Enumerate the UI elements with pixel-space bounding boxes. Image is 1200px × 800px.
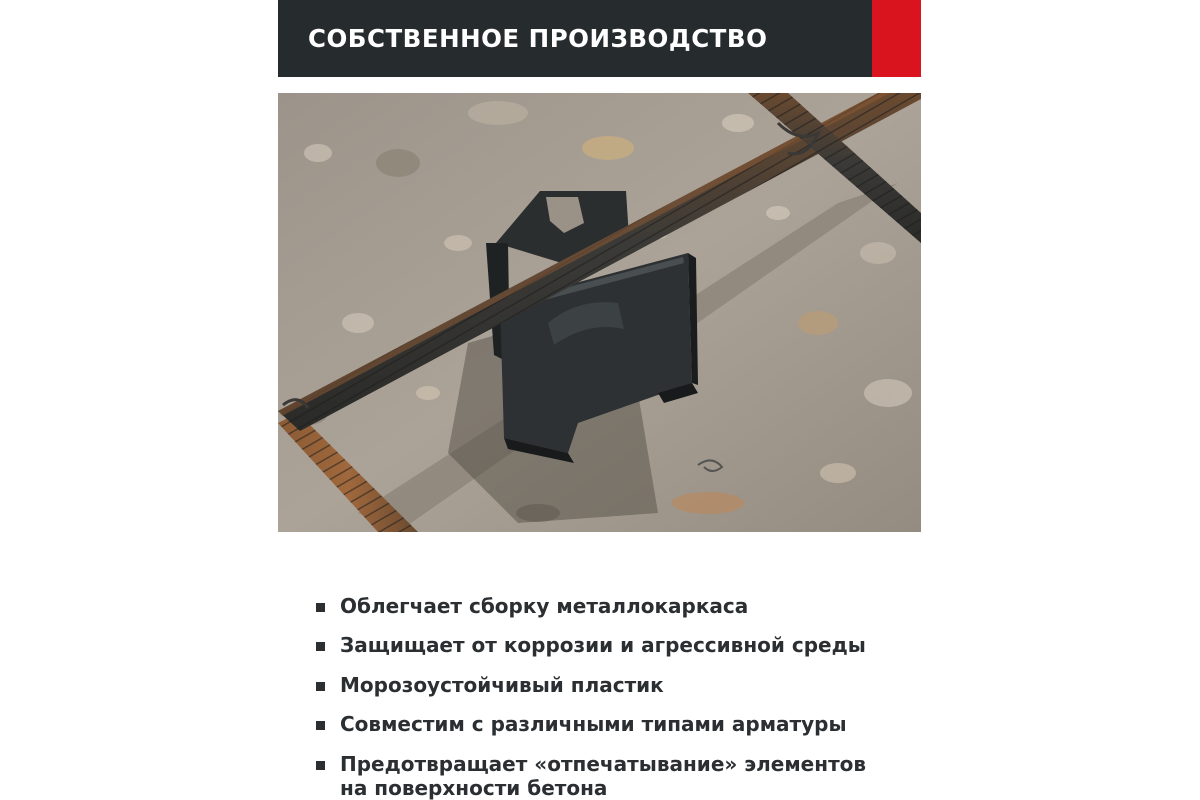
list-item	[316, 673, 936, 697]
feature-text: Защищает от коррозии и агрессивной среды	[340, 633, 866, 657]
bullet-square-icon	[316, 682, 325, 691]
list-item	[316, 712, 936, 736]
list-item	[316, 633, 936, 657]
feature-text: Облегчает сборку металлокаркаса	[340, 594, 749, 618]
list-item	[316, 594, 936, 618]
list-item	[316, 752, 936, 800]
bullet-square-icon	[316, 761, 325, 770]
feature-text: Предотвращает «отпечатывание» элементов на поверхности бетона	[340, 752, 867, 800]
feature-text: Совместим с различными типами арматуры	[340, 712, 847, 736]
bullet-square-icon	[316, 721, 325, 730]
header-title: СОБСТВЕННОЕ ПРОИЗВОДСТВО	[308, 24, 768, 53]
bullet-square-icon	[316, 603, 325, 612]
feature-text: Морозоустойчивый пластик	[340, 673, 664, 697]
bullet-square-icon	[316, 642, 325, 651]
